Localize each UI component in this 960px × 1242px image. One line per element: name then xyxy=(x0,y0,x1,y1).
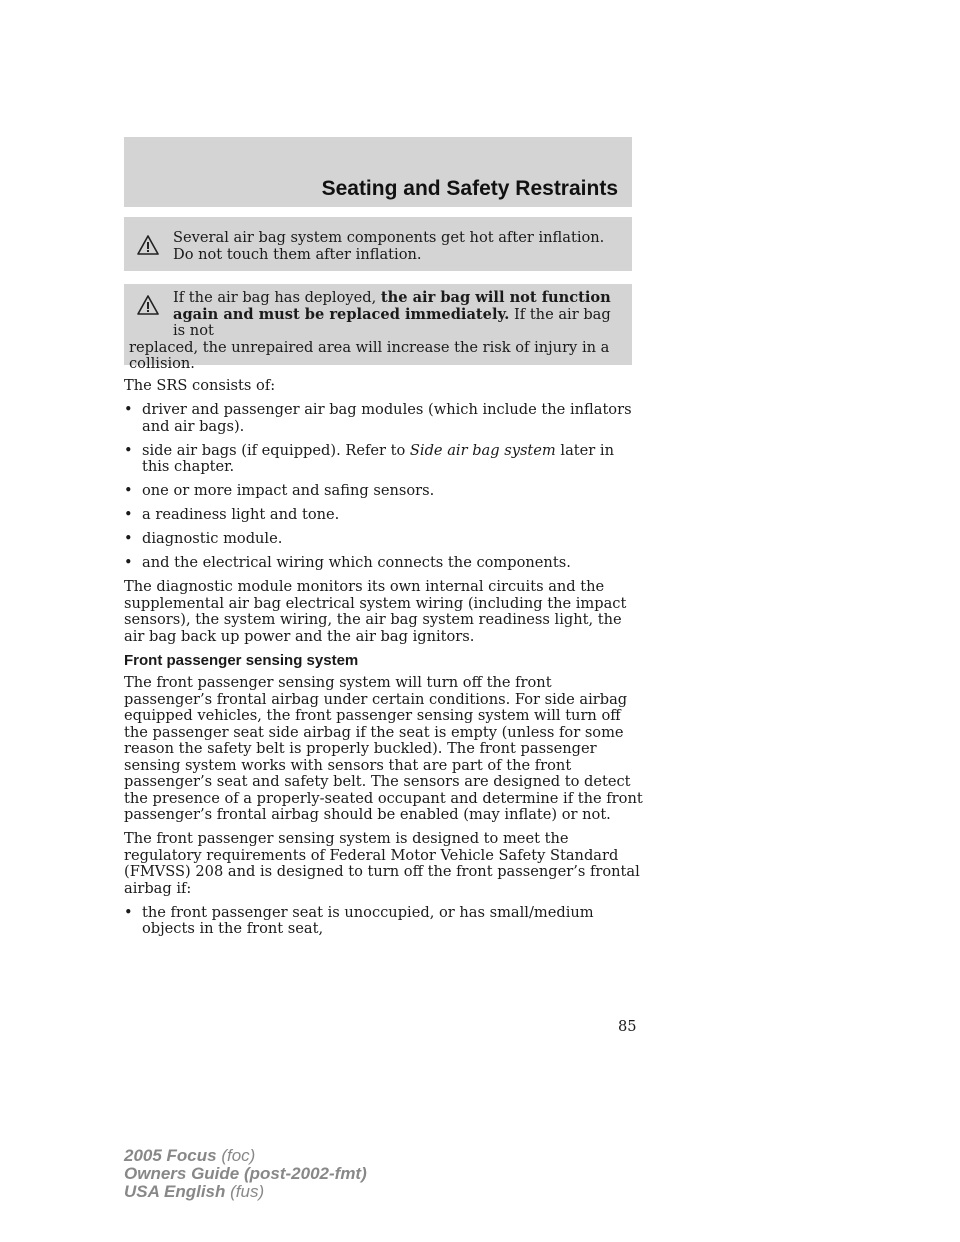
bullet-icon: • xyxy=(124,530,133,547)
list-item xyxy=(124,443,644,476)
section-heading: Front passenger sensing system xyxy=(124,651,359,669)
warning-triangle-icon xyxy=(137,235,159,255)
warning-text-bold-2: again and must be replaced immediately. xyxy=(173,305,510,323)
page-number: 85 xyxy=(618,1018,637,1035)
warning-text-post: If the air bag is not xyxy=(173,305,611,339)
warning-box-hot-components xyxy=(124,217,632,271)
section-header-band xyxy=(124,137,632,207)
list-item xyxy=(124,402,644,435)
list-item-text: side air bags (if equipped). Refer to xyxy=(142,441,410,459)
list-item xyxy=(124,483,644,500)
list-item-text: driver and passenger air bag modules (which include the inflators and air bags). xyxy=(142,401,632,435)
cross-reference: Side air bag system xyxy=(409,441,556,459)
bullet-icon: • xyxy=(124,506,133,523)
list-item xyxy=(124,905,644,938)
footer-language-code: (fus) xyxy=(225,1182,265,1201)
body-content xyxy=(124,378,644,945)
warning-triangle-icon xyxy=(137,295,159,315)
sensing-paragraph-1: The front passenger sensing system will turn off the front passenger’s frontal airbag under certain conditions. For side airbag equipped vehicles, the front passenger sensing system will turn off the passenger seat side airbag if the seat is empty (unless for some reason the safety belt is properly buckled). The front passenger sensing system works with sensors that are part of the front passenger’s seat and safety belt. The sensors are designed to detect the presence of a properly-seated occupant and determine if the front passenger’s frontal airbag should be enabled (may inflate) or not. xyxy=(124,674,643,823)
footer-model: 2005 Focus xyxy=(124,1146,217,1165)
bullet-icon: • xyxy=(124,482,133,499)
warning-text-rest: replaced, the unrepaired area will increase the risk of injury in a collision. xyxy=(129,338,610,372)
footer-guide: Owners Guide (post-2002-fmt) xyxy=(124,1164,367,1183)
warning-text-bold: the air bag will not function xyxy=(380,289,611,306)
document-footer xyxy=(124,1147,367,1201)
footer-model-code: (foc) xyxy=(216,1146,256,1165)
footer-language: USA English xyxy=(124,1182,226,1201)
section-title: Seating and Safety Restraints xyxy=(321,177,618,200)
bullet-icon: • xyxy=(124,441,133,459)
warning-text: Several air bag system components get hot after inflation. Do not touch them after inflation. xyxy=(173,229,605,263)
bullet-icon: • xyxy=(124,903,133,921)
srs-intro: The SRS consists of: xyxy=(124,377,276,394)
warning-line-1 xyxy=(129,290,626,307)
list-item-text: and the electrical wiring which connects the components. xyxy=(142,554,571,571)
list-item xyxy=(124,507,644,524)
srs-paragraph: The diagnostic module monitors its own internal circuits and the supplemental air bag electrical system wiring (including the impact sensors), the system wiring, the air bag system readiness light, the air bag back up power and the air bag ignitors. xyxy=(124,578,627,645)
bullet-icon: • xyxy=(124,554,133,571)
list-item-text: diagnostic module. xyxy=(142,530,283,547)
list-item-text: a readiness light and tone. xyxy=(142,506,340,523)
warning-box-deployed xyxy=(124,284,632,372)
warning-text-pre: If the air bag has deployed, xyxy=(173,289,381,306)
list-item xyxy=(124,555,644,572)
sensing-paragraph-2: The front passenger sensing system is designed to meet the regulatory requirements of Federal Motor Vehicle Safety Standard (FMVSS) 208 and is designed to turn off the front passenger’s frontal airbag if: xyxy=(124,830,640,897)
list-item-text: the front passenger seat is unoccupied, or has small/medium objects in the front seat, xyxy=(142,903,594,937)
warning-line-2 xyxy=(129,307,626,340)
list-item-text-post: later in this chapter. xyxy=(142,441,614,475)
list-item-text: one or more impact and safing sensors. xyxy=(142,482,435,499)
list-item xyxy=(124,531,644,548)
bullet-icon: • xyxy=(124,401,133,418)
